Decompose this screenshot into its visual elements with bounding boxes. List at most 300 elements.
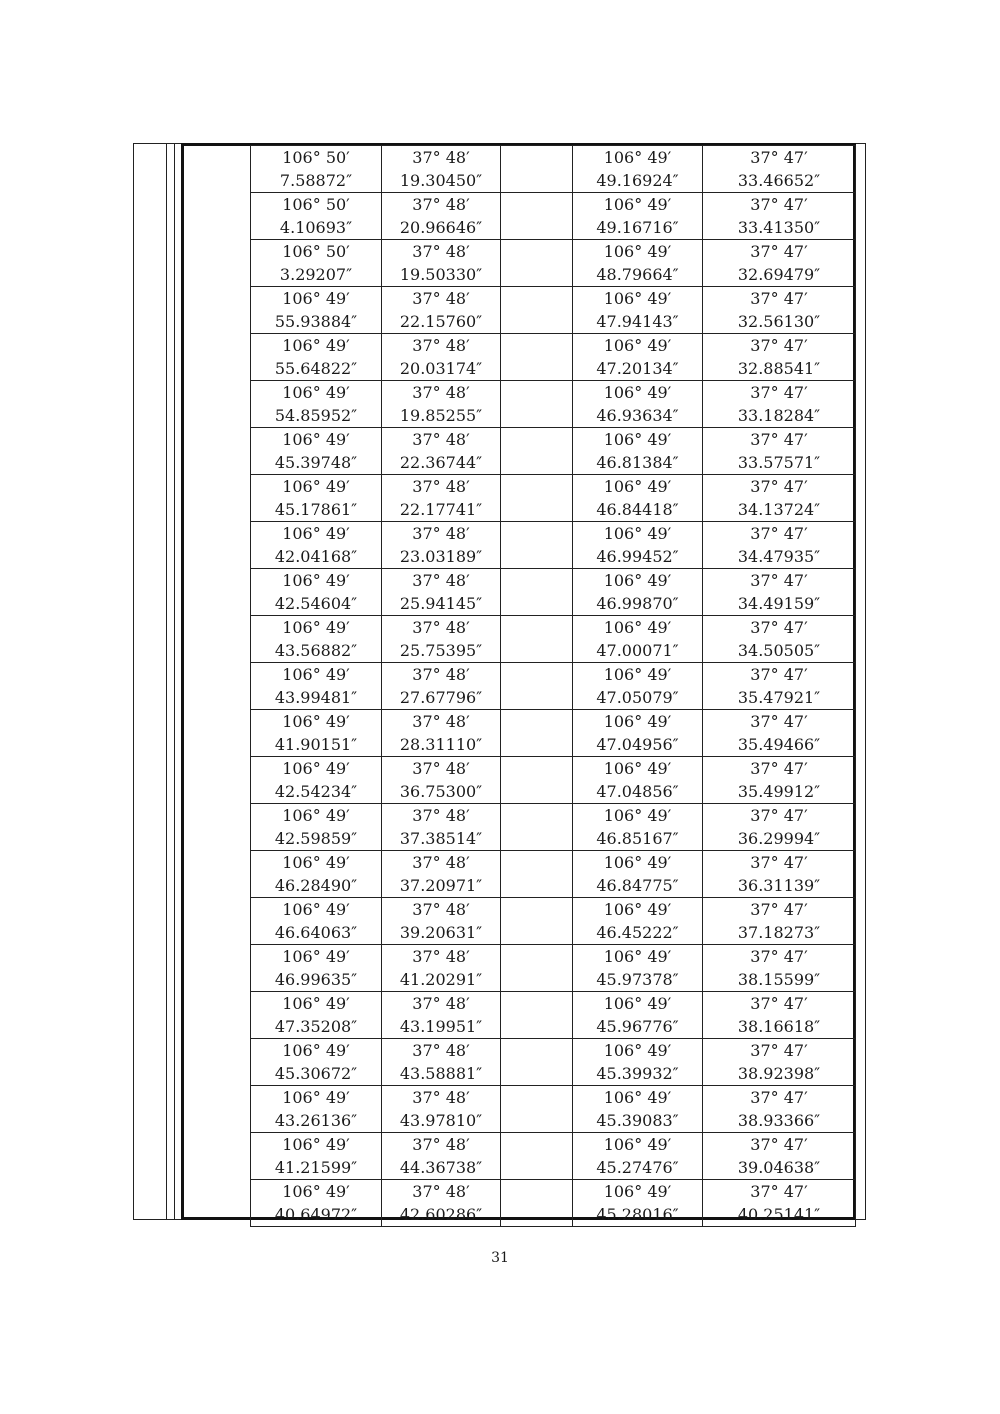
coord-degrees-minutes: 37° 47′ [750,383,808,402]
longitude-cell-c [573,710,703,757]
latitude-cell-b [382,992,501,1039]
coord-degrees-minutes: 37° 48′ [412,383,470,402]
blank-cell [501,710,573,757]
latitude-cell-b [382,663,501,710]
table-row [251,898,856,945]
latitude-cell-d [703,992,856,1039]
coord-degrees-minutes: 106° 50′ [282,195,350,214]
coord-seconds: 40.25141″ [737,1205,821,1224]
coord-seconds: 42.59859″ [274,829,358,848]
coord-seconds: 22.15760″ [399,312,483,331]
coord-degrees-minutes: 37° 47′ [750,1135,808,1154]
coord-degrees-minutes: 37° 47′ [750,242,808,261]
coord-seconds: 40.64972″ [274,1205,358,1224]
table-row [251,1039,856,1086]
coord-degrees-minutes: 106° 49′ [603,853,672,872]
coord-degrees-minutes: 106° 49′ [603,1041,672,1060]
table-row [251,1180,856,1227]
blank-cell [501,898,573,945]
coord-seconds: 43.19951″ [399,1017,483,1036]
coord-degrees-minutes: 37° 48′ [412,994,470,1013]
coord-seconds: 47.04956″ [596,735,679,754]
latitude-cell-b [382,710,501,757]
longitude-cell-c [573,945,703,992]
latitude-cell-b [382,804,501,851]
coord-seconds: 22.36744″ [399,453,483,472]
coord-degrees-minutes: 106° 49′ [603,430,672,449]
latitude-cell-b [382,146,501,193]
longitude-cell-c [573,287,703,334]
coord-seconds: 32.56130″ [737,312,821,331]
latitude-cell-d [703,851,856,898]
blank-cell [501,381,573,428]
coord-seconds: 37.18273″ [737,923,821,942]
latitude-cell-d [703,146,856,193]
coord-degrees-minutes: 106° 49′ [282,712,350,731]
coord-degrees-minutes: 37° 47′ [750,618,808,637]
coord-degrees-minutes: 37° 47′ [750,336,808,355]
table-row [251,1133,856,1180]
coord-degrees-minutes: 106° 49′ [603,665,672,684]
longitude-cell-c [573,240,703,287]
latitude-cell-b [382,1180,501,1227]
coord-degrees-minutes: 37° 48′ [412,336,470,355]
coord-degrees-minutes: 37° 47′ [750,195,808,214]
longitude-cell-c [573,757,703,804]
coord-seconds: 38.93366″ [737,1111,821,1130]
coord-seconds: 55.93884″ [274,312,358,331]
table-row [251,522,856,569]
coord-seconds: 27.67796″ [399,688,483,707]
blank-cell [501,475,573,522]
latitude-cell-d [703,240,856,287]
frame-divider [166,143,167,1220]
coord-seconds: 33.46652″ [737,171,821,190]
coord-seconds: 39.20631″ [399,923,483,942]
longitude-cell-c [573,804,703,851]
longitude-cell-a [251,428,382,475]
longitude-cell-c [573,1133,703,1180]
coord-seconds: 41.20291″ [399,970,483,989]
longitude-cell-a [251,1086,382,1133]
coord-seconds: 54.85952″ [274,406,358,425]
latitude-cell-d [703,475,856,522]
coord-seconds: 45.97378″ [596,970,679,989]
longitude-cell-c [573,663,703,710]
longitude-cell-c [573,851,703,898]
blank-cell [501,522,573,569]
coord-seconds: 55.64822″ [274,359,358,378]
coord-degrees-minutes: 37° 47′ [750,900,808,919]
coord-seconds: 19.30450″ [399,171,483,190]
coord-seconds: 35.47921″ [737,688,821,707]
table-row [251,710,856,757]
coord-seconds: 39.04638″ [737,1158,821,1177]
coord-seconds: 49.16716″ [596,218,679,237]
coord-degrees-minutes: 106° 49′ [603,383,672,402]
latitude-cell-d [703,1133,856,1180]
coord-seconds: 47.20134″ [596,359,679,378]
longitude-cell-a [251,616,382,663]
blank-cell [501,428,573,475]
coord-degrees-minutes: 106° 49′ [282,289,350,308]
coord-degrees-minutes: 37° 48′ [412,477,470,496]
coord-seconds: 42.54604″ [274,594,358,613]
table-row [251,992,856,1039]
coord-seconds: 20.96646″ [399,218,483,237]
coord-degrees-minutes: 106° 50′ [282,242,350,261]
coord-seconds: 42.60286″ [399,1205,483,1224]
coord-degrees-minutes: 106° 49′ [282,430,350,449]
latitude-cell-d [703,381,856,428]
latitude-cell-b [382,757,501,804]
coord-degrees-minutes: 37° 48′ [412,759,470,778]
longitude-cell-c [573,475,703,522]
longitude-cell-c [573,1039,703,1086]
latitude-cell-b [382,1039,501,1086]
blank-cell [501,616,573,663]
coord-degrees-minutes: 37° 48′ [412,289,470,308]
coord-degrees-minutes: 37° 47′ [750,759,808,778]
latitude-cell-d [703,193,856,240]
longitude-cell-a [251,287,382,334]
longitude-cell-a [251,569,382,616]
latitude-cell-d [703,663,856,710]
longitude-cell-a [251,851,382,898]
coord-degrees-minutes: 106° 49′ [603,712,672,731]
coord-seconds: 46.99635″ [274,970,358,989]
blank-cell [501,992,573,1039]
longitude-cell-a [251,334,382,381]
coord-seconds: 34.47935″ [737,547,821,566]
coord-degrees-minutes: 106° 49′ [603,618,672,637]
coord-degrees-minutes: 106° 49′ [282,1135,350,1154]
table-row [251,804,856,851]
longitude-cell-a [251,757,382,804]
longitude-cell-a [251,663,382,710]
latitude-cell-d [703,1180,856,1227]
coord-seconds: 23.03189″ [399,547,483,566]
longitude-cell-a [251,381,382,428]
latitude-cell-b [382,287,501,334]
latitude-cell-d [703,898,856,945]
coord-degrees-minutes: 106° 49′ [282,759,350,778]
coord-seconds: 46.93634″ [596,406,679,425]
coord-degrees-minutes: 37° 48′ [412,430,470,449]
coord-seconds: 36.31139″ [737,876,821,895]
coord-seconds: 25.94145″ [399,594,483,613]
coord-seconds: 38.15599″ [737,970,821,989]
coord-degrees-minutes: 37° 47′ [750,853,808,872]
coord-seconds: 46.84775″ [596,876,679,895]
coord-seconds: 42.54234″ [274,782,358,801]
table-row [251,616,856,663]
coord-seconds: 7.58872″ [279,171,353,190]
coord-seconds: 25.75395″ [399,641,483,660]
latitude-cell-b [382,334,501,381]
coord-seconds: 22.17741″ [399,500,483,519]
longitude-cell-a [251,1133,382,1180]
blank-cell [501,1039,573,1086]
coord-seconds: 45.27476″ [596,1158,679,1177]
coord-degrees-minutes: 106° 49′ [603,477,672,496]
coord-seconds: 19.85255″ [399,406,483,425]
latitude-cell-b [382,616,501,663]
latitude-cell-b [382,381,501,428]
coord-degrees-minutes: 106° 49′ [282,477,350,496]
coord-degrees-minutes: 37° 48′ [412,1135,470,1154]
coord-degrees-minutes: 106° 49′ [282,853,350,872]
latitude-cell-d [703,522,856,569]
frame-divider [174,143,175,1220]
table-row [251,381,856,428]
longitude-cell-c [573,569,703,616]
latitude-cell-d [703,428,856,475]
coord-seconds: 46.28490″ [274,876,358,895]
latitude-cell-b [382,522,501,569]
latitude-cell-b [382,475,501,522]
coord-seconds: 19.50330″ [399,265,483,284]
coord-degrees-minutes: 37° 48′ [412,524,470,543]
coord-degrees-minutes: 106° 49′ [603,806,672,825]
coord-seconds: 33.41350″ [737,218,821,237]
longitude-cell-a [251,945,382,992]
longitude-cell-a [251,710,382,757]
coord-degrees-minutes: 37° 48′ [412,853,470,872]
coord-degrees-minutes: 106° 49′ [603,289,672,308]
table-row [251,193,856,240]
coord-seconds: 49.16924″ [596,171,679,190]
longitude-cell-a [251,898,382,945]
longitude-cell-c [573,522,703,569]
latitude-cell-b [382,428,501,475]
coord-degrees-minutes: 37° 47′ [750,1088,808,1107]
coord-degrees-minutes: 106° 49′ [282,618,350,637]
longitude-cell-c [573,1086,703,1133]
coord-seconds: 46.64063″ [274,923,358,942]
coord-seconds: 45.39932″ [596,1064,679,1083]
coord-seconds: 43.26136″ [274,1111,358,1130]
coord-degrees-minutes: 37° 47′ [750,712,808,731]
coord-degrees-minutes: 37° 48′ [412,900,470,919]
coord-seconds: 47.05079″ [596,688,679,707]
table-row [251,287,856,334]
coord-seconds: 41.21599″ [274,1158,358,1177]
longitude-cell-c [573,334,703,381]
coord-degrees-minutes: 106° 49′ [603,242,672,261]
coord-degrees-minutes: 37° 47′ [750,524,808,543]
table-row [251,757,856,804]
latitude-cell-d [703,710,856,757]
coord-seconds: 46.45222″ [596,923,679,942]
coord-degrees-minutes: 106° 49′ [282,806,350,825]
coord-degrees-minutes: 106° 49′ [282,571,350,590]
table-row [251,475,856,522]
coord-degrees-minutes: 106° 49′ [282,383,350,402]
coord-seconds: 43.58881″ [399,1064,483,1083]
latitude-cell-b [382,851,501,898]
latitude-cell-b [382,945,501,992]
coord-degrees-minutes: 37° 48′ [412,712,470,731]
latitude-cell-b [382,1133,501,1180]
page-number: 31 [491,1250,509,1266]
coord-seconds: 44.36738″ [399,1158,483,1177]
coord-degrees-minutes: 106° 49′ [282,336,350,355]
coord-degrees-minutes: 37° 48′ [412,1088,470,1107]
coord-seconds: 36.75300″ [399,782,483,801]
latitude-cell-d [703,945,856,992]
longitude-cell-c [573,1180,703,1227]
coord-degrees-minutes: 37° 47′ [750,289,808,308]
coord-degrees-minutes: 37° 48′ [412,195,470,214]
blank-cell [501,663,573,710]
longitude-cell-c [573,428,703,475]
coord-seconds: 43.56882″ [274,641,358,660]
coord-seconds: 20.03174″ [399,359,483,378]
coord-seconds: 46.85167″ [596,829,679,848]
coord-degrees-minutes: 106° 49′ [603,1135,672,1154]
coord-degrees-minutes: 37° 48′ [412,618,470,637]
latitude-cell-d [703,616,856,663]
table-row [251,1086,856,1133]
coord-seconds: 45.28016″ [596,1205,679,1224]
table-row [251,569,856,616]
coord-seconds: 32.88541″ [737,359,821,378]
coord-degrees-minutes: 37° 47′ [750,994,808,1013]
coord-degrees-minutes: 106° 49′ [603,148,672,167]
coord-seconds: 35.49466″ [737,735,821,754]
coord-seconds: 46.84418″ [596,500,679,519]
coord-seconds: 41.90151″ [274,735,358,754]
longitude-cell-c [573,992,703,1039]
table-row [251,146,856,193]
longitude-cell-a [251,1039,382,1086]
coord-degrees-minutes: 106° 49′ [603,524,672,543]
coord-degrees-minutes: 37° 47′ [750,571,808,590]
coord-degrees-minutes: 106° 50′ [282,148,350,167]
coord-degrees-minutes: 37° 47′ [750,665,808,684]
latitude-cell-b [382,569,501,616]
longitude-cell-a [251,804,382,851]
coord-seconds: 46.81384″ [596,453,679,472]
coord-degrees-minutes: 37° 47′ [750,430,808,449]
coord-degrees-minutes: 106° 49′ [603,336,672,355]
latitude-cell-b [382,240,501,287]
coord-seconds: 46.99870″ [596,594,679,613]
coord-degrees-minutes: 37° 47′ [750,1182,808,1201]
latitude-cell-d [703,757,856,804]
coord-seconds: 47.35208″ [274,1017,358,1036]
longitude-cell-a [251,1180,382,1227]
coord-seconds: 3.29207″ [279,265,353,284]
coord-seconds: 45.39083″ [596,1111,679,1130]
coord-degrees-minutes: 106° 49′ [282,947,350,966]
blank-cell [501,804,573,851]
blank-cell [501,569,573,616]
table-row [251,945,856,992]
coord-degrees-minutes: 37° 47′ [750,148,808,167]
coord-degrees-minutes: 106° 49′ [603,900,672,919]
coord-degrees-minutes: 37° 47′ [750,806,808,825]
coord-degrees-minutes: 106° 49′ [603,195,672,214]
longitude-cell-c [573,193,703,240]
coord-seconds: 34.13724″ [737,500,821,519]
coord-seconds: 47.04856″ [596,782,679,801]
coord-seconds: 45.96776″ [596,1017,679,1036]
coord-degrees-minutes: 37° 47′ [750,947,808,966]
coord-degrees-minutes: 106° 49′ [603,1182,672,1201]
coord-seconds: 34.50505″ [737,641,821,660]
coord-seconds: 4.10693″ [279,218,353,237]
coord-seconds: 33.57571″ [737,453,821,472]
coord-seconds: 48.79664″ [596,265,679,284]
latitude-cell-d [703,1039,856,1086]
coord-seconds: 43.97810″ [399,1111,483,1130]
coord-seconds: 46.99452″ [596,547,679,566]
longitude-cell-a [251,240,382,287]
coord-degrees-minutes: 37° 47′ [750,477,808,496]
coord-seconds: 36.29994″ [737,829,821,848]
coord-degrees-minutes: 106° 49′ [282,524,350,543]
coordinate-table [250,145,856,1227]
latitude-cell-d [703,287,856,334]
coord-degrees-minutes: 37° 48′ [412,1182,470,1201]
coord-degrees-minutes: 106° 49′ [603,947,672,966]
blank-cell [501,851,573,898]
coord-degrees-minutes: 37° 47′ [750,1041,808,1060]
blank-cell [501,240,573,287]
blank-cell [501,1086,573,1133]
longitude-cell-c [573,898,703,945]
coord-seconds: 38.16618″ [737,1017,821,1036]
coord-degrees-minutes: 106° 49′ [282,1088,350,1107]
blank-cell [501,945,573,992]
coord-degrees-minutes: 37° 48′ [412,148,470,167]
coord-degrees-minutes: 37° 48′ [412,1041,470,1060]
coord-seconds: 45.39748″ [274,453,358,472]
blank-cell [501,146,573,193]
coord-degrees-minutes: 37° 48′ [412,665,470,684]
table-row [251,851,856,898]
latitude-cell-b [382,1086,501,1133]
coord-degrees-minutes: 106° 49′ [282,994,350,1013]
coord-seconds: 45.17861″ [274,500,358,519]
coord-seconds: 33.18284″ [737,406,821,425]
longitude-cell-c [573,381,703,428]
coord-degrees-minutes: 37° 48′ [412,806,470,825]
table-row [251,428,856,475]
table-row [251,663,856,710]
coord-degrees-minutes: 106° 49′ [603,571,672,590]
latitude-cell-d [703,804,856,851]
coord-degrees-minutes: 37° 48′ [412,947,470,966]
longitude-cell-c [573,146,703,193]
coord-seconds: 47.00071″ [596,641,679,660]
coord-seconds: 35.49912″ [737,782,821,801]
coord-degrees-minutes: 106° 49′ [282,665,350,684]
longitude-cell-a [251,475,382,522]
table-row [251,240,856,287]
longitude-cell-c [573,616,703,663]
blank-cell [501,287,573,334]
coord-seconds: 28.31110″ [399,735,483,754]
coord-seconds: 47.94143″ [596,312,679,331]
coord-seconds: 37.20971″ [399,876,483,895]
coord-degrees-minutes: 37° 48′ [412,242,470,261]
blank-cell [501,1180,573,1227]
coord-seconds: 38.92398″ [737,1064,821,1083]
coord-seconds: 37.38514″ [399,829,483,848]
